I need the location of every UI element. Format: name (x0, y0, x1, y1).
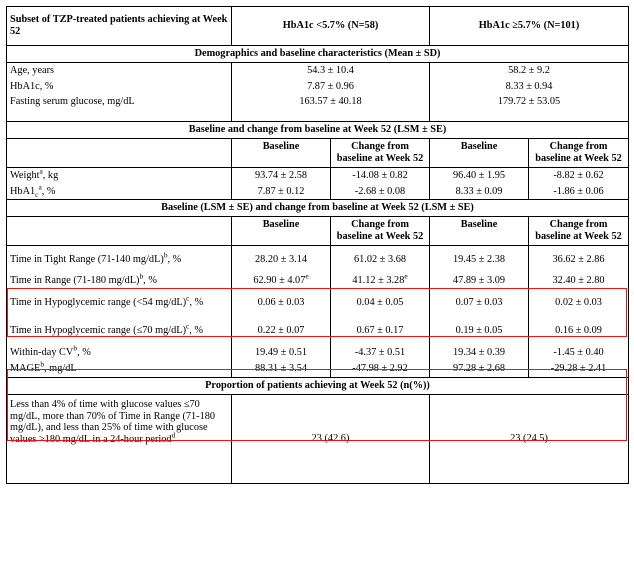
subheader-baseline-2: Baseline (430, 217, 529, 246)
table-row (7, 94, 629, 110)
row-value: 62.90 ± 4.07$^e$ (232, 273, 331, 289)
row-value: 28.20 ± 3.14 (232, 245, 331, 273)
table-row (7, 317, 629, 345)
row-value: 19.49 ± 0.51 (232, 345, 331, 361)
row-value: 0.19 ± 0.05 (430, 317, 529, 345)
subheader-change-2: Change from baseline at Week 52 (535, 219, 622, 243)
row-value: 93.74 ± 2.58 (232, 167, 331, 183)
row-label: Time in Tight Range (71-140 mg/dL)$^b$, % (7, 245, 232, 273)
group-header-1: HbA1c <5.7% (N=58) (232, 7, 430, 46)
subheader-change-1: Change from baseline at Week 52 (331, 217, 430, 246)
subheader-row-2 (7, 217, 629, 246)
table-row (7, 361, 629, 377)
row-value: 0.06 ± 0.03 (232, 289, 331, 317)
row-value: 32.40 ± 2.80 (552, 275, 605, 287)
section-demographics (7, 46, 629, 63)
row-value: 163.57 ± 40.18 (232, 94, 430, 110)
row-value: 58.2 ± 9.2 (508, 64, 550, 76)
row-value: 96.40 ± 1.95 (430, 167, 529, 183)
row-value: 7.87 ± 0.96 (232, 79, 430, 95)
row-value: -1.45 ± 0.40 (553, 347, 604, 359)
subheader-change-1: Change from baseline at Week 52 (331, 139, 430, 168)
row-label: Weight$^a$, kg (7, 167, 232, 183)
row-value: 97.28 ± 2.68 (430, 361, 529, 377)
subheader-baseline-2: Baseline (430, 139, 529, 168)
subheader-row (7, 139, 629, 168)
results-table (6, 6, 629, 484)
row-label: Within-day $CV^b$, % (7, 345, 232, 361)
row-value: 8.33 ± 0.94 (505, 80, 553, 92)
row-label: Age, years (7, 62, 232, 78)
row-label: $HbA1_c^a$, % (7, 184, 232, 200)
row-value: -8.82 ± 0.62 (529, 167, 629, 183)
row-value: -14.08 ± 0.82 (331, 167, 430, 183)
table-row (7, 394, 629, 483)
section-baseline-change-label: Baseline and change from baseline at Week 52 (LSM ± SE) (7, 122, 629, 139)
table-row (7, 167, 629, 183)
subheader-change-2: Change from baseline at Week 52 (535, 141, 622, 164)
spacer (7, 110, 629, 122)
table-row (7, 273, 629, 289)
row-value: 23 (24.5) (510, 432, 548, 444)
section-baseline-lsm (7, 200, 629, 217)
row-value: 61.02 ± 3.68 (331, 245, 430, 273)
row-value: -4.37 ± 0.51 (331, 345, 430, 361)
row-label: Time in Hypoglycemic range (≤70 mg/dL)$^c$, % (7, 317, 232, 345)
row-value: 0.07 ± 0.03 (430, 289, 529, 317)
row-label: Less than 4% of time with glucose values ≤70 mg/dL, more than 70% of Time in Range (71-180 mg/dL), and less than 25% of time with glucose values >180 mg/dL in a 24-hour period$^d$ (7, 394, 232, 483)
section-proportion-label: Proportion of patients achieving at Week 52 (n(%)) (7, 377, 629, 394)
section-baseline-lsm-label: Baseline (LSM ± SE) and change from baseline at Week 52 (LSM ± SE) (7, 200, 629, 217)
row-value: 88.31 ± 3.54 (232, 361, 331, 377)
row-value: 36.62 ± 2.86 (529, 245, 629, 273)
table-header-row (7, 7, 629, 46)
row-value: -2.68 ± 0.08 (331, 184, 430, 200)
table-row (7, 184, 629, 200)
row-value: -29.28 ± 2.41 (550, 363, 607, 375)
row-value: 19.45 ± 2.38 (430, 245, 529, 273)
corner-header: Subset of TZP-treated patients achieving at Week 52 (7, 7, 232, 46)
row-value: 8.33 ± 0.09 (430, 184, 529, 200)
row-value: -47.98 ± 2.92 (331, 361, 430, 377)
table-row (7, 62, 629, 78)
table-row (7, 345, 629, 361)
table-row (7, 79, 629, 95)
section-proportion (7, 377, 629, 394)
empty-cell (7, 139, 232, 168)
row-value: 41.12 ± 3.28$^e$ (331, 273, 430, 289)
row-label: Time in Range (71-180 mg/dL)$^b$, % (7, 273, 232, 289)
row-value: 179.72 ± 53.05 (497, 96, 561, 108)
row-value: 0.16 ± 0.09 (555, 325, 602, 337)
subheader-baseline-1: Baseline (232, 139, 331, 168)
row-value: 7.87 ± 0.12 (232, 184, 331, 200)
row-value: 23 (42.6) (232, 394, 430, 483)
table-row (7, 289, 629, 317)
group-header-2: HbA1c ≥5.7% (N=101) (430, 7, 629, 46)
section-baseline-change (7, 122, 629, 139)
row-label: Time in Hypoglycemic range (<54 mg/dL)$^c$, % (7, 289, 232, 317)
row-value: 54.3 ± 10.4 (232, 62, 430, 78)
subheader-baseline-1: Baseline (232, 217, 331, 246)
row-label: Fasting serum glucose, mg/dL (7, 94, 232, 110)
row-value: 0.22 ± 0.07 (232, 317, 331, 345)
row-label: HbA1c, % (7, 79, 232, 95)
row-value: -1.86 ± 0.06 (553, 185, 604, 197)
row-value: 47.89 ± 3.09 (430, 273, 529, 289)
row-label: MAGE$^b$, mg/dL (7, 361, 232, 377)
empty-cell (7, 217, 232, 246)
row-value: 0.04 ± 0.05 (331, 289, 430, 317)
row-value: 0.67 ± 0.17 (331, 317, 430, 345)
row-value: 0.02 ± 0.03 (555, 297, 602, 309)
section-demographics-label: Demographics and baseline characteristics (Mean ± SD) (7, 46, 629, 63)
row-value: 19.34 ± 0.39 (430, 345, 529, 361)
table-row (7, 245, 629, 273)
